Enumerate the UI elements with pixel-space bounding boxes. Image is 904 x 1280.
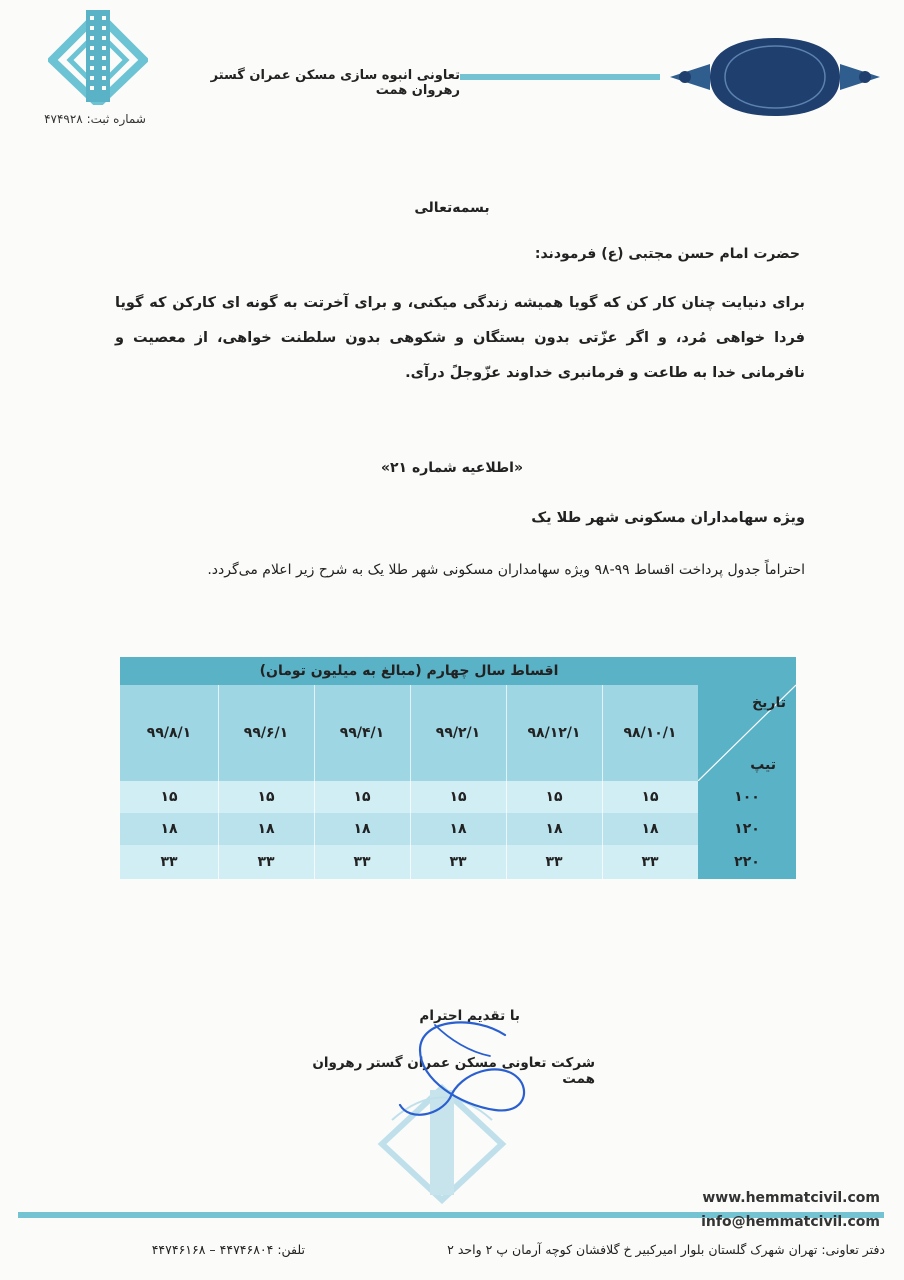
recipients-line: ویژه سهامداران مسکونی شهر طلا یک [531,510,805,526]
table-cell: ۱۸ [410,813,506,845]
bismillah-heading: بسمه‌تعالی [414,200,490,216]
date-header: ۹۹/۴/۱ [314,685,410,781]
closing-line: با تقدیم احترام [419,1008,520,1024]
notice-title: «اطلاعیه شماره ۲۱» [380,460,524,476]
registration-number: شماره ثبت: ۴۷۴۹۲۸ [44,112,146,126]
date-header: ۹۸/۱۰/۱ [602,685,698,781]
table-cell: ۱۵ [314,781,410,813]
table-cell: ۳۳ [506,845,602,879]
signer-company: شرکت تعاونی مسکن عمران گستر رهروان همت [312,1055,595,1087]
table-cell: ۱۸ [314,813,410,845]
hadith-text: برای دنیایت چنان کار کن که گویا همیشه زندگی میکنی، و برای آخرتت به گونه ای کارکن که گویا فردا خواهی مُرد، و اگر عزّتی بدون بستگان و شکوهی بدون سلطنت خواهی، از معصیت و نافرمانی خدا به طاعت و فرمانبری خداوند عزّوجلً درآی. [115,295,805,381]
hadith-title: حضرت امام حسن مجتبی (ع) فرمودند: [534,246,800,262]
table-cell: ۳۳ [314,845,410,879]
office-address: دفتر تعاونی: تهران شهرک گلستان بلوار امیرکبیر خ گلافشان کوچه آرمان پ ۲ واحد ۲ [447,1242,885,1257]
column-divider [314,685,315,879]
type-cell: ۱۲۰ [698,813,796,845]
table-cell: ۱۵ [506,781,602,813]
table-cell: ۱۵ [602,781,698,813]
column-divider [602,685,603,879]
date-header: ۹۹/۸/۱ [120,685,218,781]
table-cell: ۱۸ [218,813,314,845]
table-cell: ۱۵ [120,781,218,813]
table-cell: ۳۳ [410,845,506,879]
handwritten-signature [340,1010,540,1130]
table-title: اقساط سال چهارم (مبالغ به میلیون تومان) [120,657,698,685]
table-cell: ۱۵ [218,781,314,813]
phone-numbers: تلفن: ۴۴۷۴۶۸۰۴ – ۴۴۷۴۶۱۶۸ [151,1242,305,1257]
installment-table [120,657,796,879]
website-link[interactable]: www.hemmatcivil.com [702,1190,880,1206]
email-link[interactable]: info@hemmatcivil.com [701,1214,880,1230]
intro-paragraph: احتراماً جدول پرداخت اقساط ۹۹-۹۸ ویژه سهامداران مسکونی شهر طلا یک به شرح زیر اعلام می‌گردد. [207,562,805,578]
column-divider [218,685,219,879]
date-header: ۹۹/۶/۱ [218,685,314,781]
column-divider [506,685,507,879]
corner-type-label: تیپ [750,757,776,773]
corner-date-label: تاریخ [752,695,786,711]
table-corner-cell [698,657,796,781]
table-cell: ۱۵ [410,781,506,813]
header-divider [460,74,660,80]
table-cell: ۳۳ [602,845,698,879]
table-cell: ۱۸ [602,813,698,845]
company-logo [48,10,148,105]
company-name-header: تعاونی انبوه سازی مسکن عمران گستر رهروان همت [210,68,460,98]
type-cell: ۱۰۰ [698,781,796,813]
table-cell: ۱۸ [120,813,218,845]
corner-diagonal [698,657,796,781]
column-divider [410,685,411,879]
type-cell: ۲۲۰ [698,845,796,879]
date-header: ۹۸/۱۲/۱ [506,685,602,781]
table-cell: ۳۳ [218,845,314,879]
table-cell: ۱۸ [506,813,602,845]
date-header: ۹۹/۲/۱ [410,685,506,781]
production-badge-emblem [650,34,900,120]
table-cell: ۳۳ [120,845,218,879]
